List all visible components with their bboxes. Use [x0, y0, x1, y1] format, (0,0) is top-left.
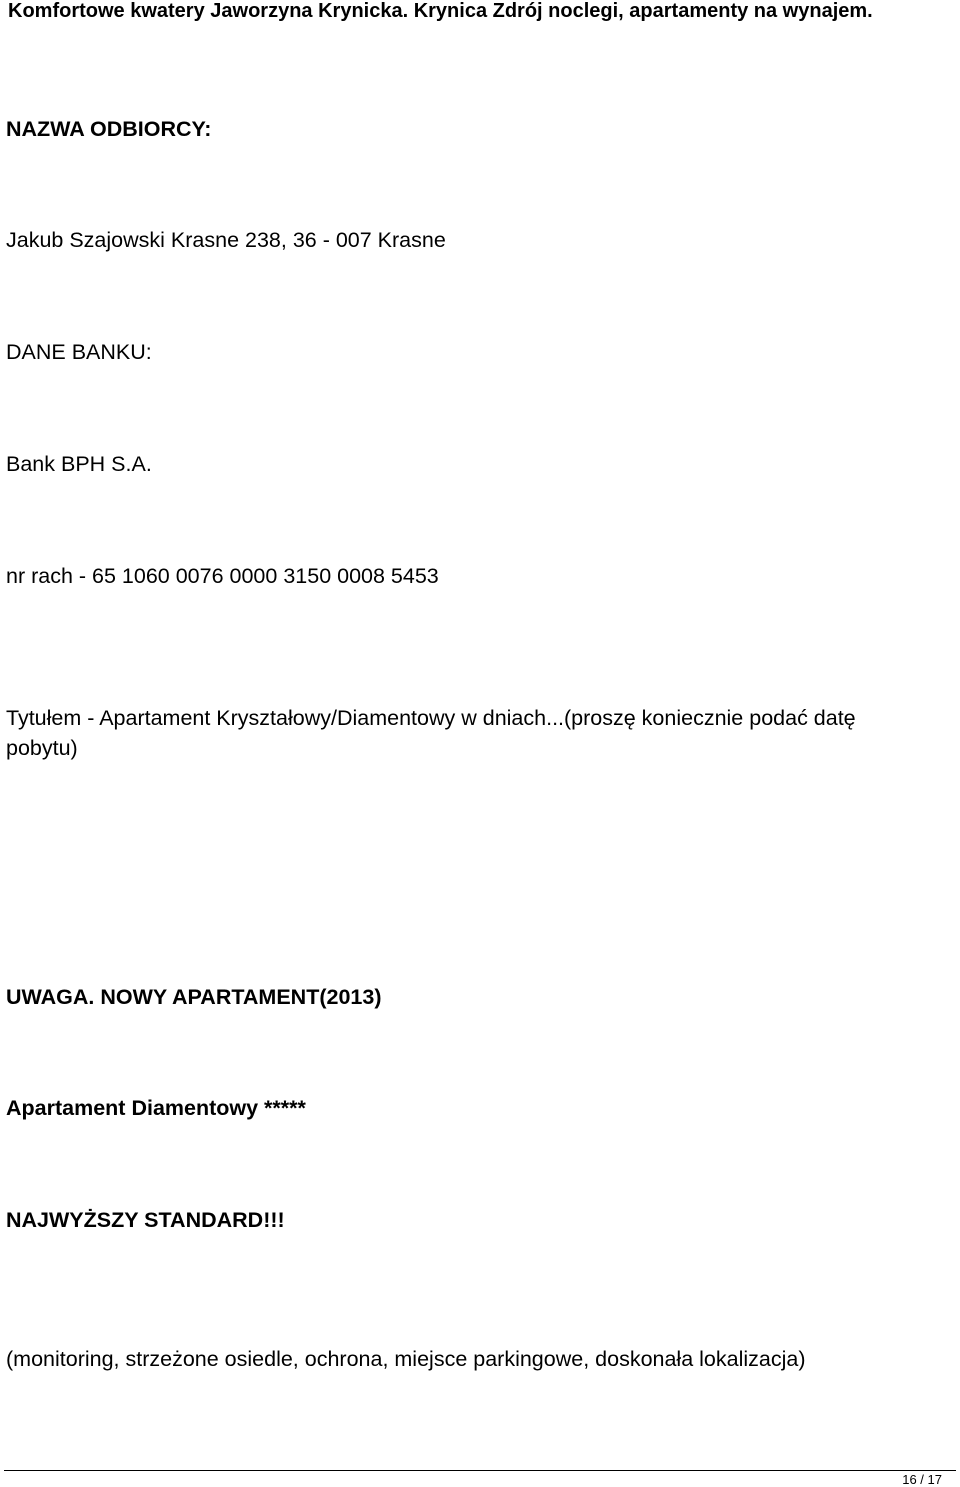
footer-divider [4, 1470, 956, 1471]
notice-heading: UWAGA. NOWY APARTAMENT(2013) [6, 985, 382, 1009]
features-text: (monitoring, strzeżone osiedle, ochrona, miejsce parkingowe, doskonała lokalizacja) [6, 1347, 806, 1371]
page-number: 16 / 17 [902, 1472, 942, 1487]
account-number: nr rach - 65 1060 0076 0000 3150 0008 5453 [6, 564, 439, 588]
bank-name: Bank BPH S.A. [6, 452, 152, 476]
standard-heading: NAJWYŻSZY STANDARD!!! [6, 1208, 285, 1232]
transfer-title: Tytułem - Apartament Kryształowy/Diamentowy w dniach...(proszę koniecznie podać datę pobytu) [6, 706, 856, 760]
apartment-name: Apartament Diamentowy ***** [6, 1096, 306, 1120]
bank-heading: DANE BANKU: [6, 340, 152, 364]
page-header-title: Komfortowe kwatery Jaworzyna Krynicka. Krynica Zdrój noclegi, apartamenty na wynajem. [8, 0, 873, 22]
recipient-heading: NAZWA ODBIORCY: [6, 117, 212, 141]
recipient-value: Jakub Szajowski Krasne 238, 36 - 007 Krasne [6, 228, 446, 252]
